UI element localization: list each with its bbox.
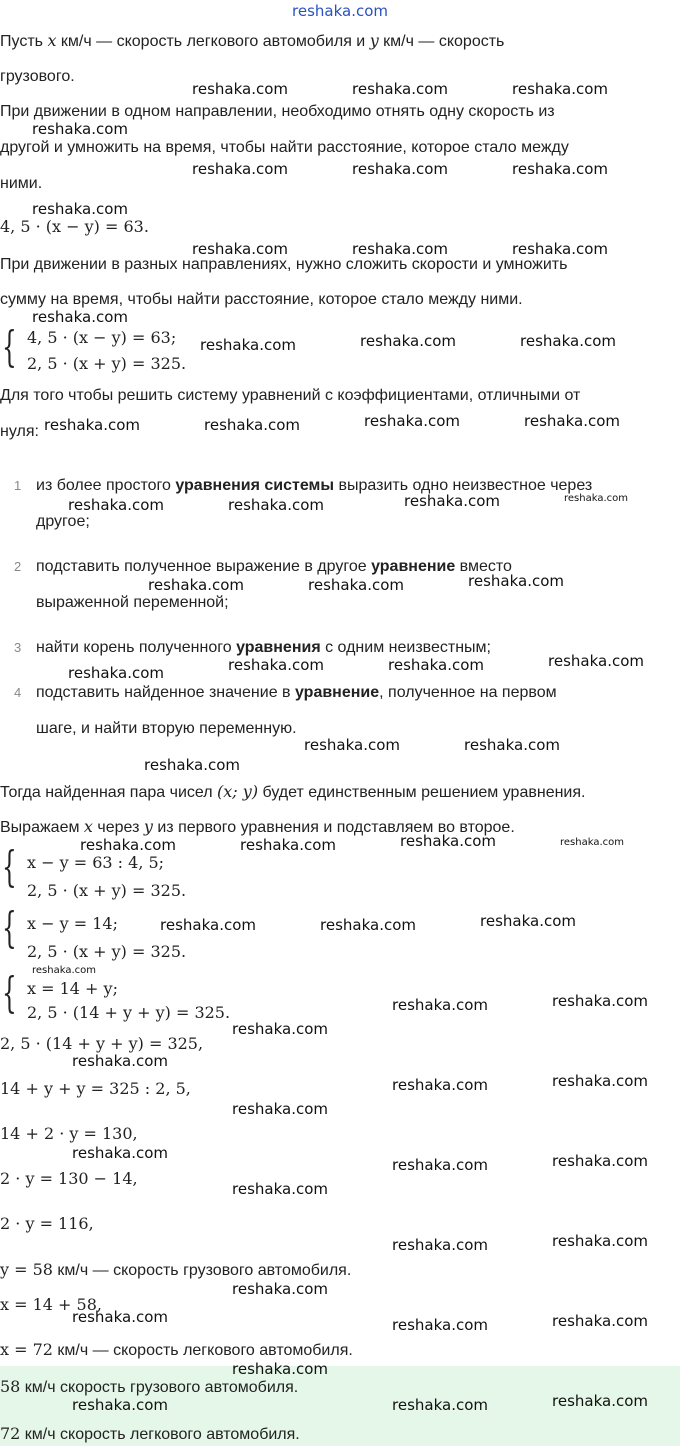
solve-step: 14 + 2 · y = 130, bbox=[0, 1124, 138, 1143]
watermark: reshaka.com bbox=[464, 736, 560, 754]
system-brace: { bbox=[2, 903, 17, 952]
intro-line-1: Пусть x км/ч — скорость легкового автомобиля и y км/ч — скорость bbox=[0, 31, 505, 50]
watermark: reshaka.com bbox=[192, 240, 288, 258]
step-number: 4 bbox=[14, 685, 22, 700]
step-1-line-2: другое; bbox=[36, 513, 90, 530]
watermark: reshaka.com bbox=[228, 496, 324, 514]
watermark: reshaka.com bbox=[228, 656, 324, 674]
watermark: reshaka.com bbox=[512, 160, 608, 178]
watermark: reshaka.com bbox=[72, 1144, 168, 1162]
watermark: reshaka.com bbox=[148, 576, 244, 594]
same-direction-line-1: При движении в одном направлении, необходимо отнять одну скорость из bbox=[0, 103, 555, 120]
watermark: reshaka.com bbox=[192, 80, 288, 98]
watermark: reshaka.com bbox=[552, 1312, 648, 1330]
system3-eq2: 2, 5 · (x + y) = 325. bbox=[27, 942, 187, 961]
solve-step: 2 · y = 130 − 14, bbox=[0, 1169, 138, 1188]
watermark: reshaka.com bbox=[392, 1076, 488, 1094]
step-number: 1 bbox=[14, 478, 22, 493]
watermark: reshaka.com bbox=[304, 736, 400, 754]
method-line-1: Для того чтобы решить систему уравнений с коэффициентами, отличными от bbox=[0, 387, 581, 404]
step-2-line-1: подставить полученное выражение в другое уравнение вместо bbox=[36, 558, 512, 575]
watermark: reshaka.com bbox=[552, 992, 648, 1010]
system4-eq2: 2, 5 · (14 + y + y) = 325. bbox=[27, 1003, 231, 1022]
solve-step: 2 · y = 116, bbox=[0, 1214, 94, 1233]
watermark: reshaka.com bbox=[232, 1020, 328, 1038]
opposite-direction-line-1: При движении в разных направлениях, нужно сложить скорости и умножить bbox=[0, 256, 568, 273]
watermark: reshaka.com bbox=[144, 756, 240, 774]
system-brace: { bbox=[2, 322, 17, 371]
watermark: reshaka.com bbox=[352, 160, 448, 178]
watermark: reshaka.com bbox=[308, 576, 404, 594]
system1-eq1: 4, 5 · (x − y) = 63; bbox=[27, 328, 177, 347]
watermark: reshaka.com bbox=[68, 496, 164, 514]
watermark: reshaka.com bbox=[552, 1152, 648, 1170]
watermark: reshaka.com bbox=[392, 1396, 488, 1414]
x-calc: x = 14 + 58, bbox=[0, 1295, 102, 1314]
step-4-line-2: шаге, и найти вторую переменную. bbox=[36, 720, 297, 737]
watermark: reshaka.com bbox=[360, 332, 456, 350]
watermark: reshaka.com bbox=[400, 832, 496, 850]
watermark: reshaka.com bbox=[392, 1156, 488, 1174]
step-3-line-1: найти корень полученного уравнения с одним неизвестным; bbox=[36, 639, 491, 656]
watermark: reshaka.com bbox=[404, 492, 500, 510]
step-4-line-1: подставить найденное значение в уравнение, полученное на первом bbox=[36, 684, 557, 701]
watermark: reshaka.com bbox=[512, 240, 608, 258]
answer-line-2: 72 км/ч скорость легкового автомобиля. bbox=[0, 1424, 300, 1443]
watermark: reshaka.com bbox=[552, 1232, 648, 1250]
solve-step: 2, 5 · (14 + y + y) = 325, bbox=[0, 1034, 204, 1053]
watermark: reshaka.com bbox=[72, 1308, 168, 1326]
intro-line-2: грузового. bbox=[0, 68, 75, 85]
watermark: reshaka.com bbox=[512, 80, 608, 98]
watermark: reshaka.com bbox=[232, 1180, 328, 1198]
system-brace: { bbox=[2, 968, 17, 1017]
watermark: reshaka.com bbox=[352, 80, 448, 98]
watermark: reshaka.com bbox=[72, 1396, 168, 1414]
watermark: reshaka.com bbox=[524, 412, 620, 430]
same-direction-line-2: другой и умножить на время, чтобы найти расстояние, которое стало между bbox=[0, 139, 569, 156]
watermark: reshaka.com bbox=[32, 200, 128, 218]
system3-eq1: x − y = 14; bbox=[27, 914, 118, 933]
watermark: reshaka.com bbox=[44, 416, 140, 434]
system-brace: { bbox=[2, 842, 17, 891]
y-result: y = 58 км/ч — скорость грузового автомобиля. bbox=[0, 1260, 352, 1279]
watermark: reshaka.com bbox=[560, 837, 624, 848]
watermark: reshaka.com bbox=[232, 1280, 328, 1298]
watermark: reshaka.com bbox=[388, 656, 484, 674]
watermark: reshaka.com bbox=[68, 664, 164, 682]
watermark: reshaka.com bbox=[352, 240, 448, 258]
equation-same-direction: 4, 5 · (x − y) = 63. bbox=[0, 217, 149, 236]
site-link[interactable]: reshaka.com bbox=[292, 2, 388, 20]
watermark: reshaka.com bbox=[32, 120, 128, 138]
watermark: reshaka.com bbox=[232, 1360, 328, 1378]
conclusion-line-2: Выражаем x через y из первого уравнения и подставляем во второе. bbox=[0, 817, 515, 836]
system2-eq1: x − y = 63 : 4, 5; bbox=[27, 853, 165, 872]
watermark: reshaka.com bbox=[72, 1052, 168, 1070]
watermark: reshaka.com bbox=[32, 308, 128, 326]
watermark: reshaka.com bbox=[392, 1316, 488, 1334]
watermark: reshaka.com bbox=[204, 416, 300, 434]
watermark: reshaka.com bbox=[232, 1100, 328, 1118]
same-direction-line-3: ними. bbox=[0, 175, 43, 192]
watermark: reshaka.com bbox=[160, 916, 256, 934]
watermark: reshaka.com bbox=[552, 1392, 648, 1410]
step-1-line-1: из более простого уравнения системы выразить одно неизвестное через bbox=[36, 477, 593, 494]
watermark: reshaka.com bbox=[548, 652, 644, 670]
watermark: reshaka.com bbox=[80, 836, 176, 854]
step-number: 3 bbox=[14, 640, 22, 655]
x-result: x = 72 км/ч — скорость легкового автомобиля. bbox=[0, 1340, 353, 1359]
watermark: reshaka.com bbox=[520, 332, 616, 350]
system1-eq2: 2, 5 · (x + y) = 325. bbox=[27, 354, 187, 373]
watermark: reshaka.com bbox=[564, 493, 628, 504]
step-number: 2 bbox=[14, 559, 22, 574]
watermark: reshaka.com bbox=[240, 836, 336, 854]
watermark: reshaka.com bbox=[392, 996, 488, 1014]
watermark: reshaka.com bbox=[392, 1236, 488, 1254]
conclusion-line-1: Тогда найденная пара чисел (x; y) будет единственным решением уравнения. bbox=[0, 782, 586, 801]
watermark: reshaka.com bbox=[552, 1072, 648, 1090]
watermark: reshaka.com bbox=[480, 912, 576, 930]
watermark: reshaka.com bbox=[364, 412, 460, 430]
solve-step: 14 + y + y = 325 : 2, 5, bbox=[0, 1079, 191, 1098]
system2-eq2: 2, 5 · (x + y) = 325. bbox=[27, 881, 187, 900]
opposite-direction-line-2: сумму на время, чтобы найти расстояние, которое стало между ними. bbox=[0, 291, 523, 308]
answer-line-1: 58 км/ч скорость грузового автомобиля. bbox=[0, 1377, 299, 1396]
system4-eq1: x = 14 + y; bbox=[27, 979, 118, 998]
watermark: reshaka.com bbox=[468, 572, 564, 590]
watermark: reshaka.com bbox=[200, 336, 296, 354]
watermark: reshaka.com bbox=[192, 160, 288, 178]
watermark: reshaka.com bbox=[320, 916, 416, 934]
watermark: reshaka.com bbox=[32, 965, 96, 976]
method-line-2: нуля: bbox=[0, 423, 39, 440]
step-2-line-2: выраженной переменной; bbox=[36, 594, 229, 611]
